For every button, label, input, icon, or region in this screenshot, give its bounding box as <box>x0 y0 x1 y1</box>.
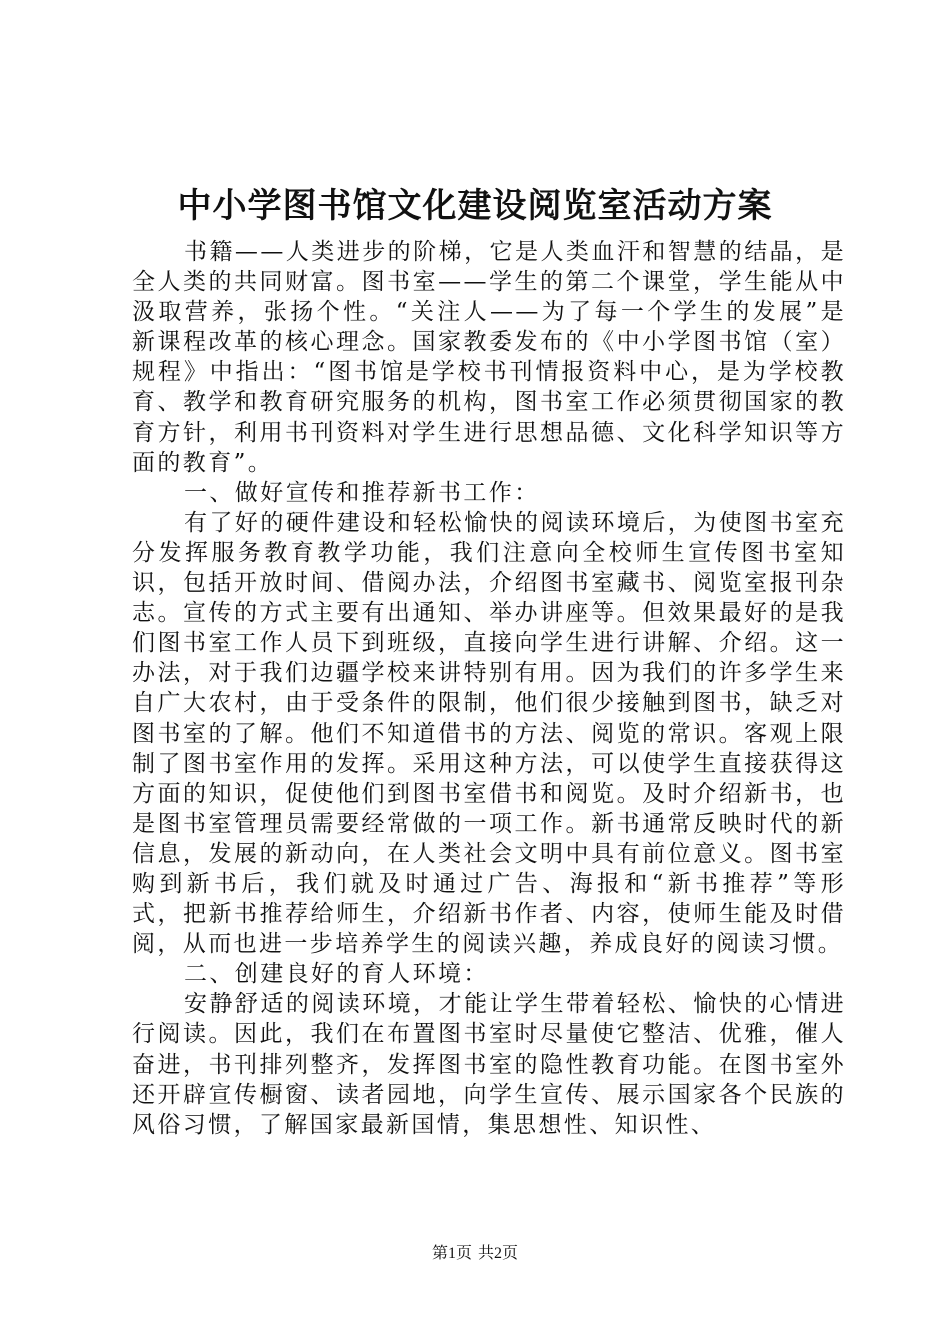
paragraph-section-2: 安静舒适的阅读环境，才能让学生带着轻松、愉快的心情进行阅读。因此，我们在布置图书室时尽量使它整洁、优雅，催人奋进，书刊排列整齐，发挥图书室的隐性教育功能。在图书室外还开辟宣传橱窗、读者园地，向学生宣传、展示国家各个民族的风俗习惯，了解国家最新国情，集思想性、知识性、 <box>132 991 846 1138</box>
page-title: 中小学图书馆文化建设阅览室活动方案 <box>177 186 773 226</box>
section-heading-2: 二、创建良好的育人环境： <box>184 961 489 988</box>
page-total: 共2页 <box>478 1245 519 1262</box>
section-heading-1: 一、做好宣传和推荐新书工作： <box>184 479 540 506</box>
page-number: 第1页 <box>431 1245 472 1262</box>
paragraph-intro: 书籍——人类进步的阶梯，它是人类血汗和智慧的结晶，是全人类的共同财富。图书室——学生的第二个课堂，学生能从中汲取营养，张扬个性。“关注人——为了每一个学生的发展”是新课程改革的核心理念。国家教委发布的《中小学图书馆（室）规程》中指出：“图书馆是学校书刊情报资料中心，是为学校教育、教学和教育研究服务的机构，图书室工作必须贯彻国家的教育方针，利用书刊资料对学生进行思想品德、文化科学知识等方面的教育”。 <box>132 239 846 476</box>
paragraph-section-1: 有了好的硬件建设和轻松愉快的阅读环境后，为使图书室充分发挥服务教育教学功能，我们注意向全校师生宣传图书室知识，包括开放时间、借阅办法，介绍图书室藏书、阅览室报刊杂志。宣传的方式主要有出通知、举办讲座等。但效果最好的是我们图书室工作人员下到班级，直接向学生进行讲解、介绍。这一办法，对于我们边疆学校来讲特别有用。因为我们的许多学生来自广大农村，由于受条件的限制，他们很少接触到图书，缺乏对图书室的了解。他们不知道借书的方法、阅览的常识。客观上限制了图书室作用的发挥。采用这种方法，可以使学生直接获得这方面的知识，促使他们到图书室借书和阅览。及时介绍新书，也是图书室管理员需要经常做的一项工作。新书通常反映时代的新信息，发展的新动向，在人类社会文明中具有前位意义。图书室购到新书后，我们就及时通过广告、海报和“新书推荐”等形式，把新书推荐给师生，介绍新书作者、内容，使师生能及时借阅，从而也进一步培养学生的阅读兴趣，养成良好的阅读习惯。 <box>132 509 846 958</box>
document-body <box>132 237 846 1140</box>
page-footer <box>0 1243 950 1265</box>
